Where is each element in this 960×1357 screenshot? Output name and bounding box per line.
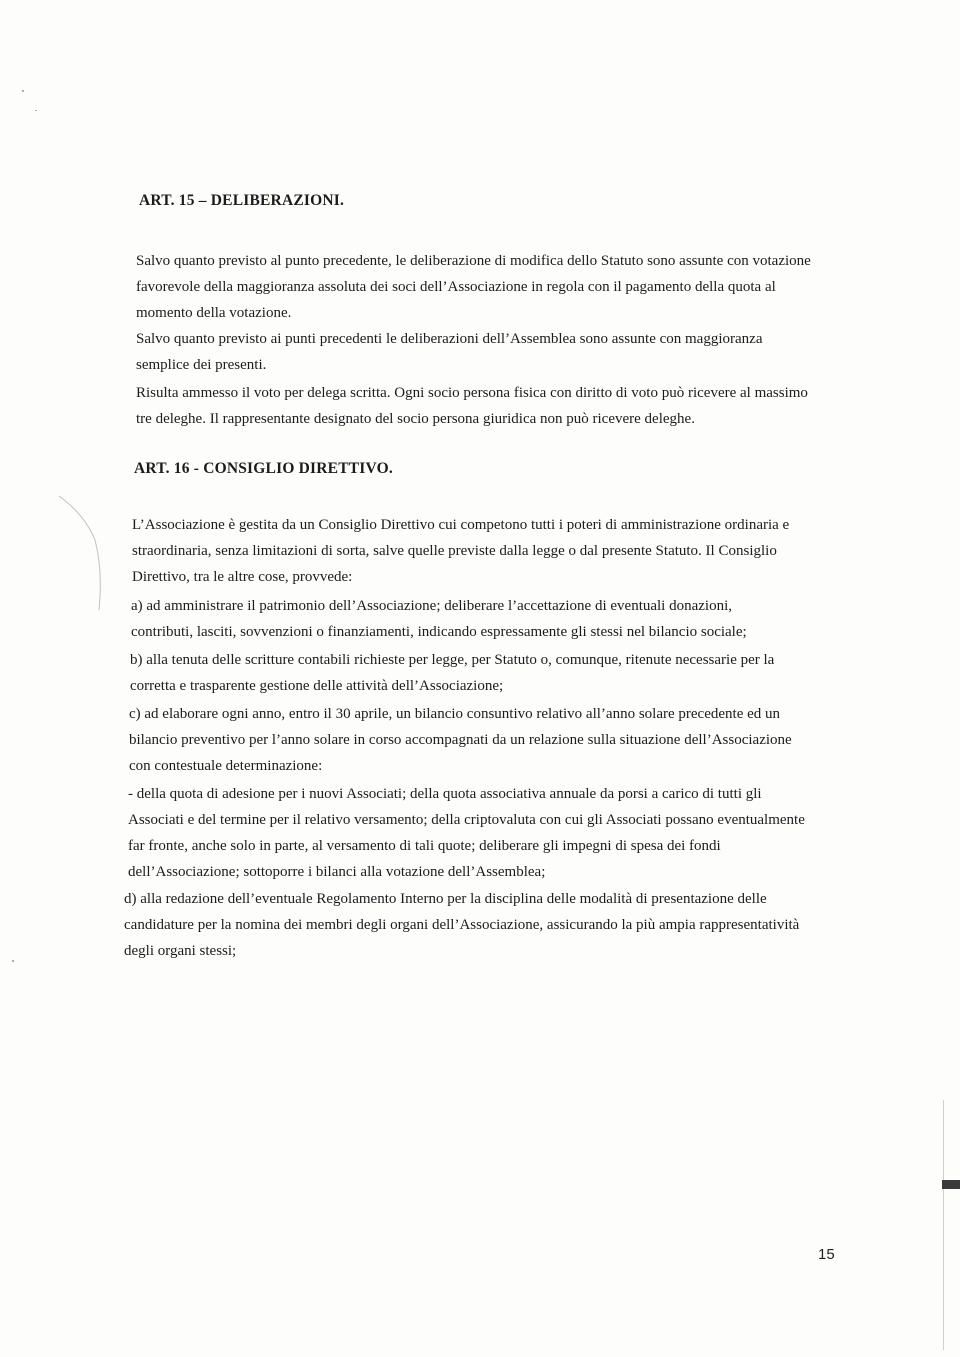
- text-line: favorevole della maggioranza assoluta dei soci dell’Associazione in regola con il pagamento della quota al: [136, 279, 776, 295]
- text-line: far fronte, anche solo in parte, al versamento di tali quote; deliberare gli impegni di spesa dei fondi: [128, 838, 721, 854]
- scan-speck: [35, 110, 37, 111]
- text-line: dell’Associazione; sottoporre i bilanci alla votazione dell’Assemblea;: [128, 864, 546, 880]
- page-edge-line: [943, 1100, 944, 1350]
- text-line: contributi, lasciti, sovvenzioni o finanziamenti, indicando espressamente gli stessi nel bilancio sociale;: [131, 624, 747, 640]
- text-line: corretta e trasparente gestione delle attività dell’Associazione;: [130, 678, 504, 694]
- scan-speck: [22, 90, 24, 92]
- art16-item-b: [130, 647, 830, 699]
- binder-mark-icon: [55, 490, 115, 620]
- text-line: - della quota di adesione per i nuovi Associati; della quota associativa annuale da porsi a carico di tutti gli: [128, 786, 762, 802]
- text-line: degli organi stessi;: [124, 943, 237, 959]
- text-line: Salvo quanto previsto al punto precedente, le deliberazione di modifica dello Statuto sono assunte con votazione: [136, 253, 811, 269]
- art16-item-dash: [128, 781, 830, 885]
- text-line: b) alla tenuta delle scritture contabili richieste per legge, per Statuto o, comunque, ritenute necessarie per la: [130, 652, 775, 668]
- art15-paragraph-1: [136, 248, 834, 326]
- art15-paragraph-3: [136, 380, 834, 432]
- art16-heading: ART. 16 - CONSIGLIO DIRETTIVO.: [134, 460, 393, 477]
- art16-item-a: [131, 593, 831, 645]
- scan-speck: [12, 960, 14, 962]
- text-line: bilancio preventivo per l’anno solare in corso accompagnati da un relazione sulla situazione dell’Associazione: [129, 732, 792, 748]
- text-line: con contestuale determinazione:: [129, 758, 323, 774]
- art16-item-c: [129, 701, 829, 779]
- page-number: 15: [818, 1246, 835, 1263]
- text-line: momento della votazione.: [136, 305, 292, 321]
- art15-heading: ART. 15 – DELIBERAZIONI.: [139, 192, 345, 209]
- text-line: c) ad elaborare ogni anno, entro il 30 aprile, un bilancio consuntivo relativo all’anno solare precedente ed un: [129, 706, 781, 722]
- art16-intro: [132, 512, 832, 590]
- text-line: straordinaria, senza limitazioni di sorta, salve quelle previste dalla legge o dal presente Statuto. Il Consiglio: [132, 543, 777, 559]
- text-line: a) ad amministrare il patrimonio dell’Associazione; deliberare l’accettazione di eventuali donazioni,: [131, 598, 733, 614]
- text-line: Risulta ammesso il voto per delega scritta. Ogni socio persona fisica con diritto di voto può ricevere al massimo: [136, 385, 808, 401]
- art16-item-d: [124, 886, 836, 964]
- text-line: tre deleghe. Il rappresentante designato del socio persona giuridica non può ricevere deleghe.: [136, 411, 695, 427]
- page-edge-mark: [942, 1180, 960, 1189]
- text-line: Salvo quanto previsto ai punti precedenti le deliberazioni dell’Assemblea sono assunte con maggioranza: [136, 331, 763, 347]
- text-line: Direttivo, tra le altre cose, provvede:: [132, 569, 353, 585]
- text-line: d) alla redazione dell’eventuale Regolamento Interno per la disciplina delle modalità di presentazione delle: [124, 891, 767, 907]
- art15-paragraph-2: [136, 326, 834, 378]
- text-line: candidature per la nomina dei membri degli organi dell’Associazione, assicurando la più ampia rappresentatività: [124, 917, 800, 933]
- text-line: semplice dei presenti.: [136, 357, 267, 373]
- text-line: Associati e del termine per il relativo versamento; della criptovaluta con cui gli Associati possano eventualmente: [128, 812, 805, 828]
- text-line: L’Associazione è gestita da un Consiglio Direttivo cui competono tutti i poteri di amministrazione ordinaria e: [132, 517, 790, 533]
